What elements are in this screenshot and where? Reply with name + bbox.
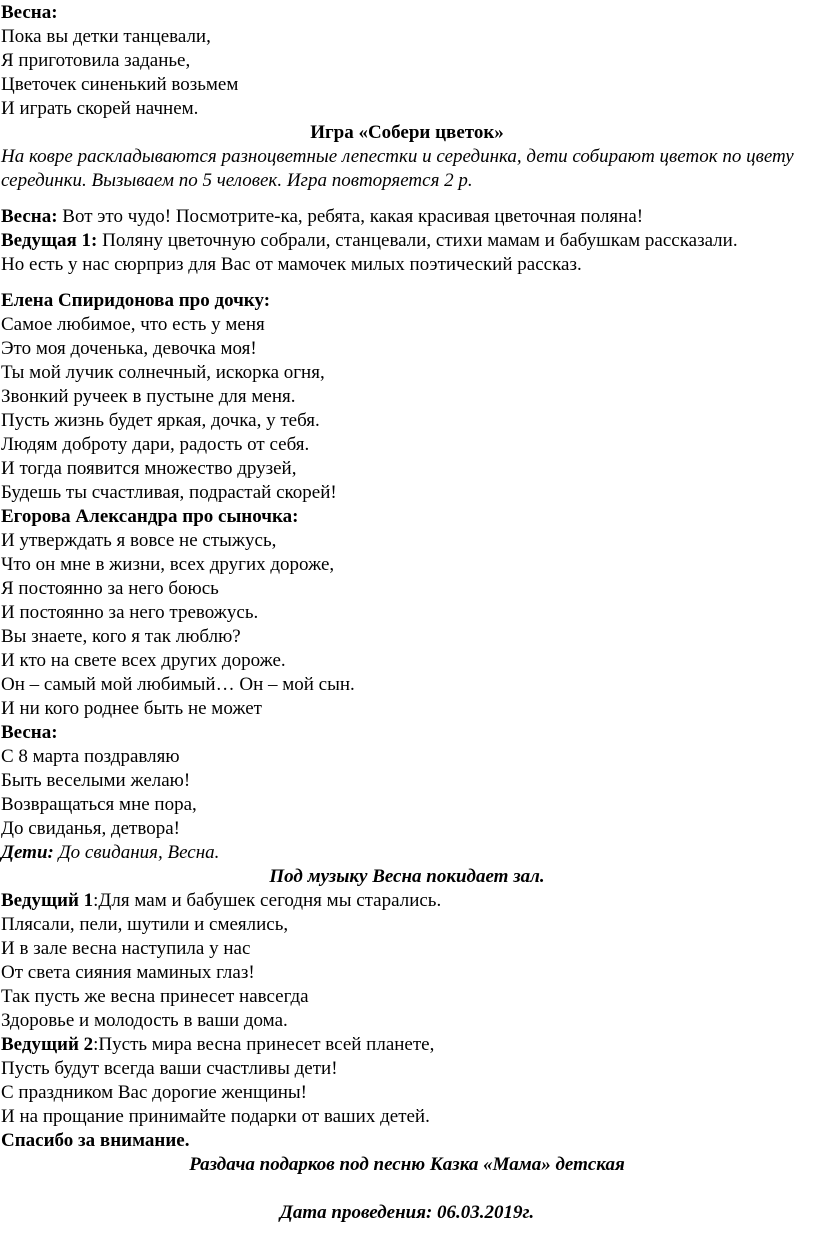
poem-line: И на прощание принимайте подарки от ваших детей.: [1, 1106, 430, 1127]
kids-remark: [1, 841, 813, 865]
poem-line: Что он мне в жизни, всех других дороже,: [1, 554, 335, 575]
poem-line: Самое любимое, что есть у меня: [1, 314, 265, 335]
vesna-remark: [1, 205, 813, 229]
poem-line: Звонкий ручеек в пустыне для меня.: [1, 386, 296, 407]
poem-line: И кто на свете всех других дороже.: [1, 650, 286, 671]
game-description: На ковре раскладываются разноцветные лепестки и серединка, дети собирают цветок по цвету серединки. Вызываем по 5 человек. Игра повторяется 2 р.: [1, 146, 794, 191]
speaker-vesna: Весна:: [1, 206, 58, 227]
poem-line: Я постоянно за него боюсь: [1, 578, 219, 599]
speaker-host1: Ведущая 1:: [1, 230, 98, 251]
poem-line: От света сияния маминых глаз!: [1, 962, 255, 983]
poem-line: Вы знаете, кого я так люблю?: [1, 626, 241, 647]
remark-text: До свидания, Весна.: [53, 842, 220, 863]
poem-line: И тогда появится множество друзей,: [1, 458, 297, 479]
event-date: Дата проведения: 06.03.2019г.: [279, 1202, 535, 1223]
poem-line: Я приготовила заданье,: [1, 50, 191, 71]
poem-line: Здоровье и молодость в ваши дома.: [1, 1010, 288, 1031]
spacer: [1, 277, 813, 289]
remark-text: Вот это чудо! Посмотрите-ка, ребята, какая красивая цветочная поляна!: [57, 206, 644, 227]
speaker-kids: Дети:: [1, 842, 54, 863]
poem-title-elena: Елена Спиридонова про дочку:: [1, 290, 271, 311]
host1-first-line: [1, 889, 813, 913]
poem-line: Быть веселыми желаю!: [1, 770, 191, 791]
speaker-vesna: Весна:: [1, 722, 58, 743]
poem-line: И играть скорей начнем.: [1, 98, 199, 119]
thanks-line: Спасибо за внимание.: [1, 1130, 190, 1151]
poem-line: Будешь ты счастливая, подрастай скорей!: [1, 482, 337, 503]
poem-line: И ни кого роднее быть не может: [1, 698, 262, 719]
poem-line: И в зале весна наступила у нас: [1, 938, 251, 959]
poem-title-egorova: Егорова Александра про сыночка:: [1, 506, 299, 527]
poem-line: С 8 марта поздравляю: [1, 746, 180, 767]
poem-line: Людям доброту дари, радость от себя.: [1, 434, 310, 455]
stage-direction: Под музыку Весна покидает зал.: [269, 866, 545, 887]
poem-line: И утверждать я вовсе не стыжусь,: [1, 530, 277, 551]
remark-text: :Пусть мира весна принесет всей планете,: [93, 1034, 435, 1055]
host-remark: [1, 229, 813, 253]
poem-line: Цветочек синенький возьмем: [1, 74, 239, 95]
document-page: [1, 1, 813, 1225]
game-title: Игра «Собери цветок»: [310, 122, 504, 143]
speaker-vesna: Весна:: [1, 2, 58, 23]
poem-line: И постоянно за него тревожусь.: [1, 602, 259, 623]
poem-line: Пусть жизнь будет яркая, дочка, у тебя.: [1, 410, 320, 431]
spacer: [1, 193, 813, 205]
host-remark-continued: Но есть у нас сюрприз для Вас от мамочек милых поэтический рассказ.: [1, 254, 582, 275]
poem-line: До свиданья, детвора!: [1, 818, 180, 839]
speaker-host1: Ведущий 1: [1, 890, 94, 911]
speaker-host2: Ведущий 2: [1, 1034, 94, 1055]
poem-line: Возвращаться мне пора,: [1, 794, 197, 815]
poem-line: Ты мой лучик солнечный, искорка огня,: [1, 362, 325, 383]
poem-line: С праздником Вас дорогие женщины!: [1, 1082, 308, 1103]
poem-line: Плясали, пели, шутили и смеялись,: [1, 914, 289, 935]
host2-first-line: [1, 1033, 813, 1057]
poem-line: Так пусть же весна принесет навсегда: [1, 986, 309, 1007]
spacer: [1, 1177, 813, 1201]
poem-line: Пусть будут всегда ваши счастливы дети!: [1, 1058, 338, 1079]
poem-line: Это моя доченька, девочка моя!: [1, 338, 257, 359]
poem-line: Он – самый мой любимый… Он – мой сын.: [1, 674, 355, 695]
remark-text: Поляну цветочную собрали, станцевали, стихи мамам и бабушкам рассказали.: [97, 230, 738, 251]
remark-text: :Для мам и бабушек сегодня мы старались.: [93, 890, 442, 911]
gifts-line: Раздача подарков под песню Казка «Мама» детская: [189, 1154, 625, 1175]
poem-line: Пока вы детки танцевали,: [1, 26, 211, 47]
